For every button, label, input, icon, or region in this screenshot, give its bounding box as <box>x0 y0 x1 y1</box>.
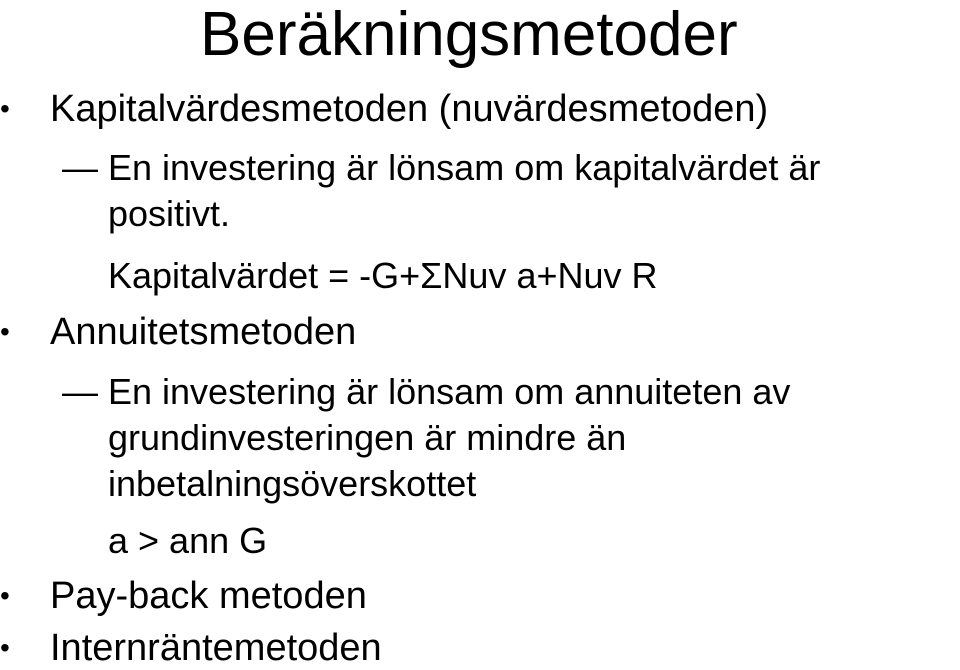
bullet-icon: • <box>0 580 10 611</box>
bullet-text: Kapitalvärdesmetoden (nuvärdesmetoden) <box>50 88 769 130</box>
bullet-text: Annuitetsmetoden <box>50 311 357 353</box>
sub-bullet-continuation: inbetalningsöverskottet <box>108 463 477 504</box>
bullet-text: Internräntemetoden <box>50 627 382 669</box>
dash-icon: — <box>62 371 98 412</box>
bullet-text: Pay-back metoden <box>50 575 367 617</box>
formula-kapitalvardet: Kapitalvärdet = -G+ΣNuv a+Nuv R <box>108 255 658 296</box>
sub-bullet-continuation: positivt. <box>108 193 231 234</box>
formula-annuitet: a > ann G <box>108 520 268 561</box>
slide-title: Beräkningsmetoder <box>200 0 738 69</box>
bullet-icon: • <box>0 93 10 124</box>
bullet-icon: • <box>0 316 10 347</box>
dash-icon: — <box>62 147 98 188</box>
sub-bullet-text: En investering är lönsam om annuiteten av <box>108 371 791 412</box>
sub-bullet-continuation: grundinvesteringen är mindre än <box>108 417 627 458</box>
sub-bullet-text: En investering är lönsam om kapitalvärdet är <box>108 147 821 188</box>
bullet-icon: • <box>0 632 10 663</box>
